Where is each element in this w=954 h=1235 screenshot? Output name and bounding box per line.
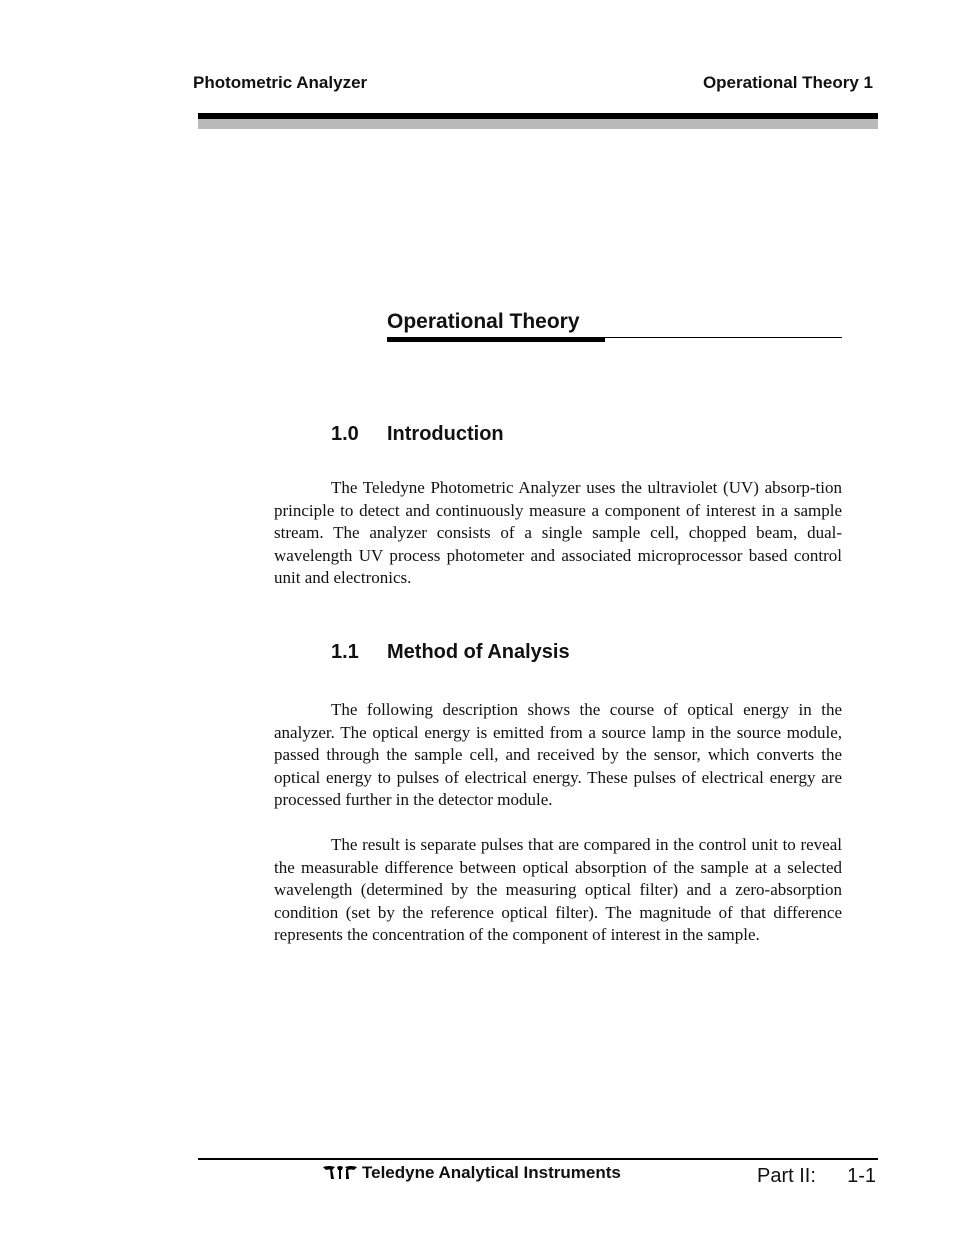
- footer-page-number: 1-1: [847, 1165, 876, 1187]
- paragraph: The Teledyne Photometric Analyzer uses the ultraviolet (UV) absorp-tion principle to detect and continuously measure a component of interest in a sample stream. The analyzer consists of a single sample cell, chopped beam, dual-wavelength UV process photometer and associated microprocessor based control unit and electronics.: [274, 478, 842, 587]
- footer-rule: [198, 1158, 878, 1160]
- section-number: 1.0: [331, 423, 359, 445]
- section-heading-introduction: [331, 422, 504, 446]
- header-rule: [198, 113, 878, 130]
- chapter-title: Operational Theory: [387, 310, 580, 333]
- paragraph: The result is separate pulses that are compared in the control unit to reveal the measurable difference between optical absorption of the sample at a selected wavelength (determined by the measuring optical filter) and a zero-absorption condition (set by the reference optical filter). The magnitude of that difference represents the concentration of the component of interest in the sample.: [274, 835, 842, 944]
- section-number: 1.1: [331, 641, 359, 663]
- footer-company-name: Teledyne Analytical Instruments: [362, 1163, 621, 1182]
- section-title: Introduction: [387, 423, 504, 445]
- section-title: Method of Analysis: [387, 641, 570, 663]
- chapter-title-thick-bar: [387, 337, 605, 342]
- running-header-chapter: Operational Theory 1: [702, 73, 873, 92]
- teledyne-logo-icon: [322, 1164, 358, 1180]
- footer-part-label: Part II:: [757, 1165, 816, 1187]
- header-rule-grey: [198, 119, 878, 129]
- running-header-title: Photometric Analyzer: [193, 73, 368, 92]
- chapter-title-rule: [387, 337, 842, 343]
- paragraph: The following description shows the course of optical energy in the analyzer. The optical energy is emitted from a source lamp in the source module, passed through the sample cell, and received by the sensor, which converts the optical energy to pulses of electrical energy. These pulses of electrical energy are processed further in the detector module.: [274, 700, 842, 809]
- section-heading-method-of-analysis: [331, 640, 570, 664]
